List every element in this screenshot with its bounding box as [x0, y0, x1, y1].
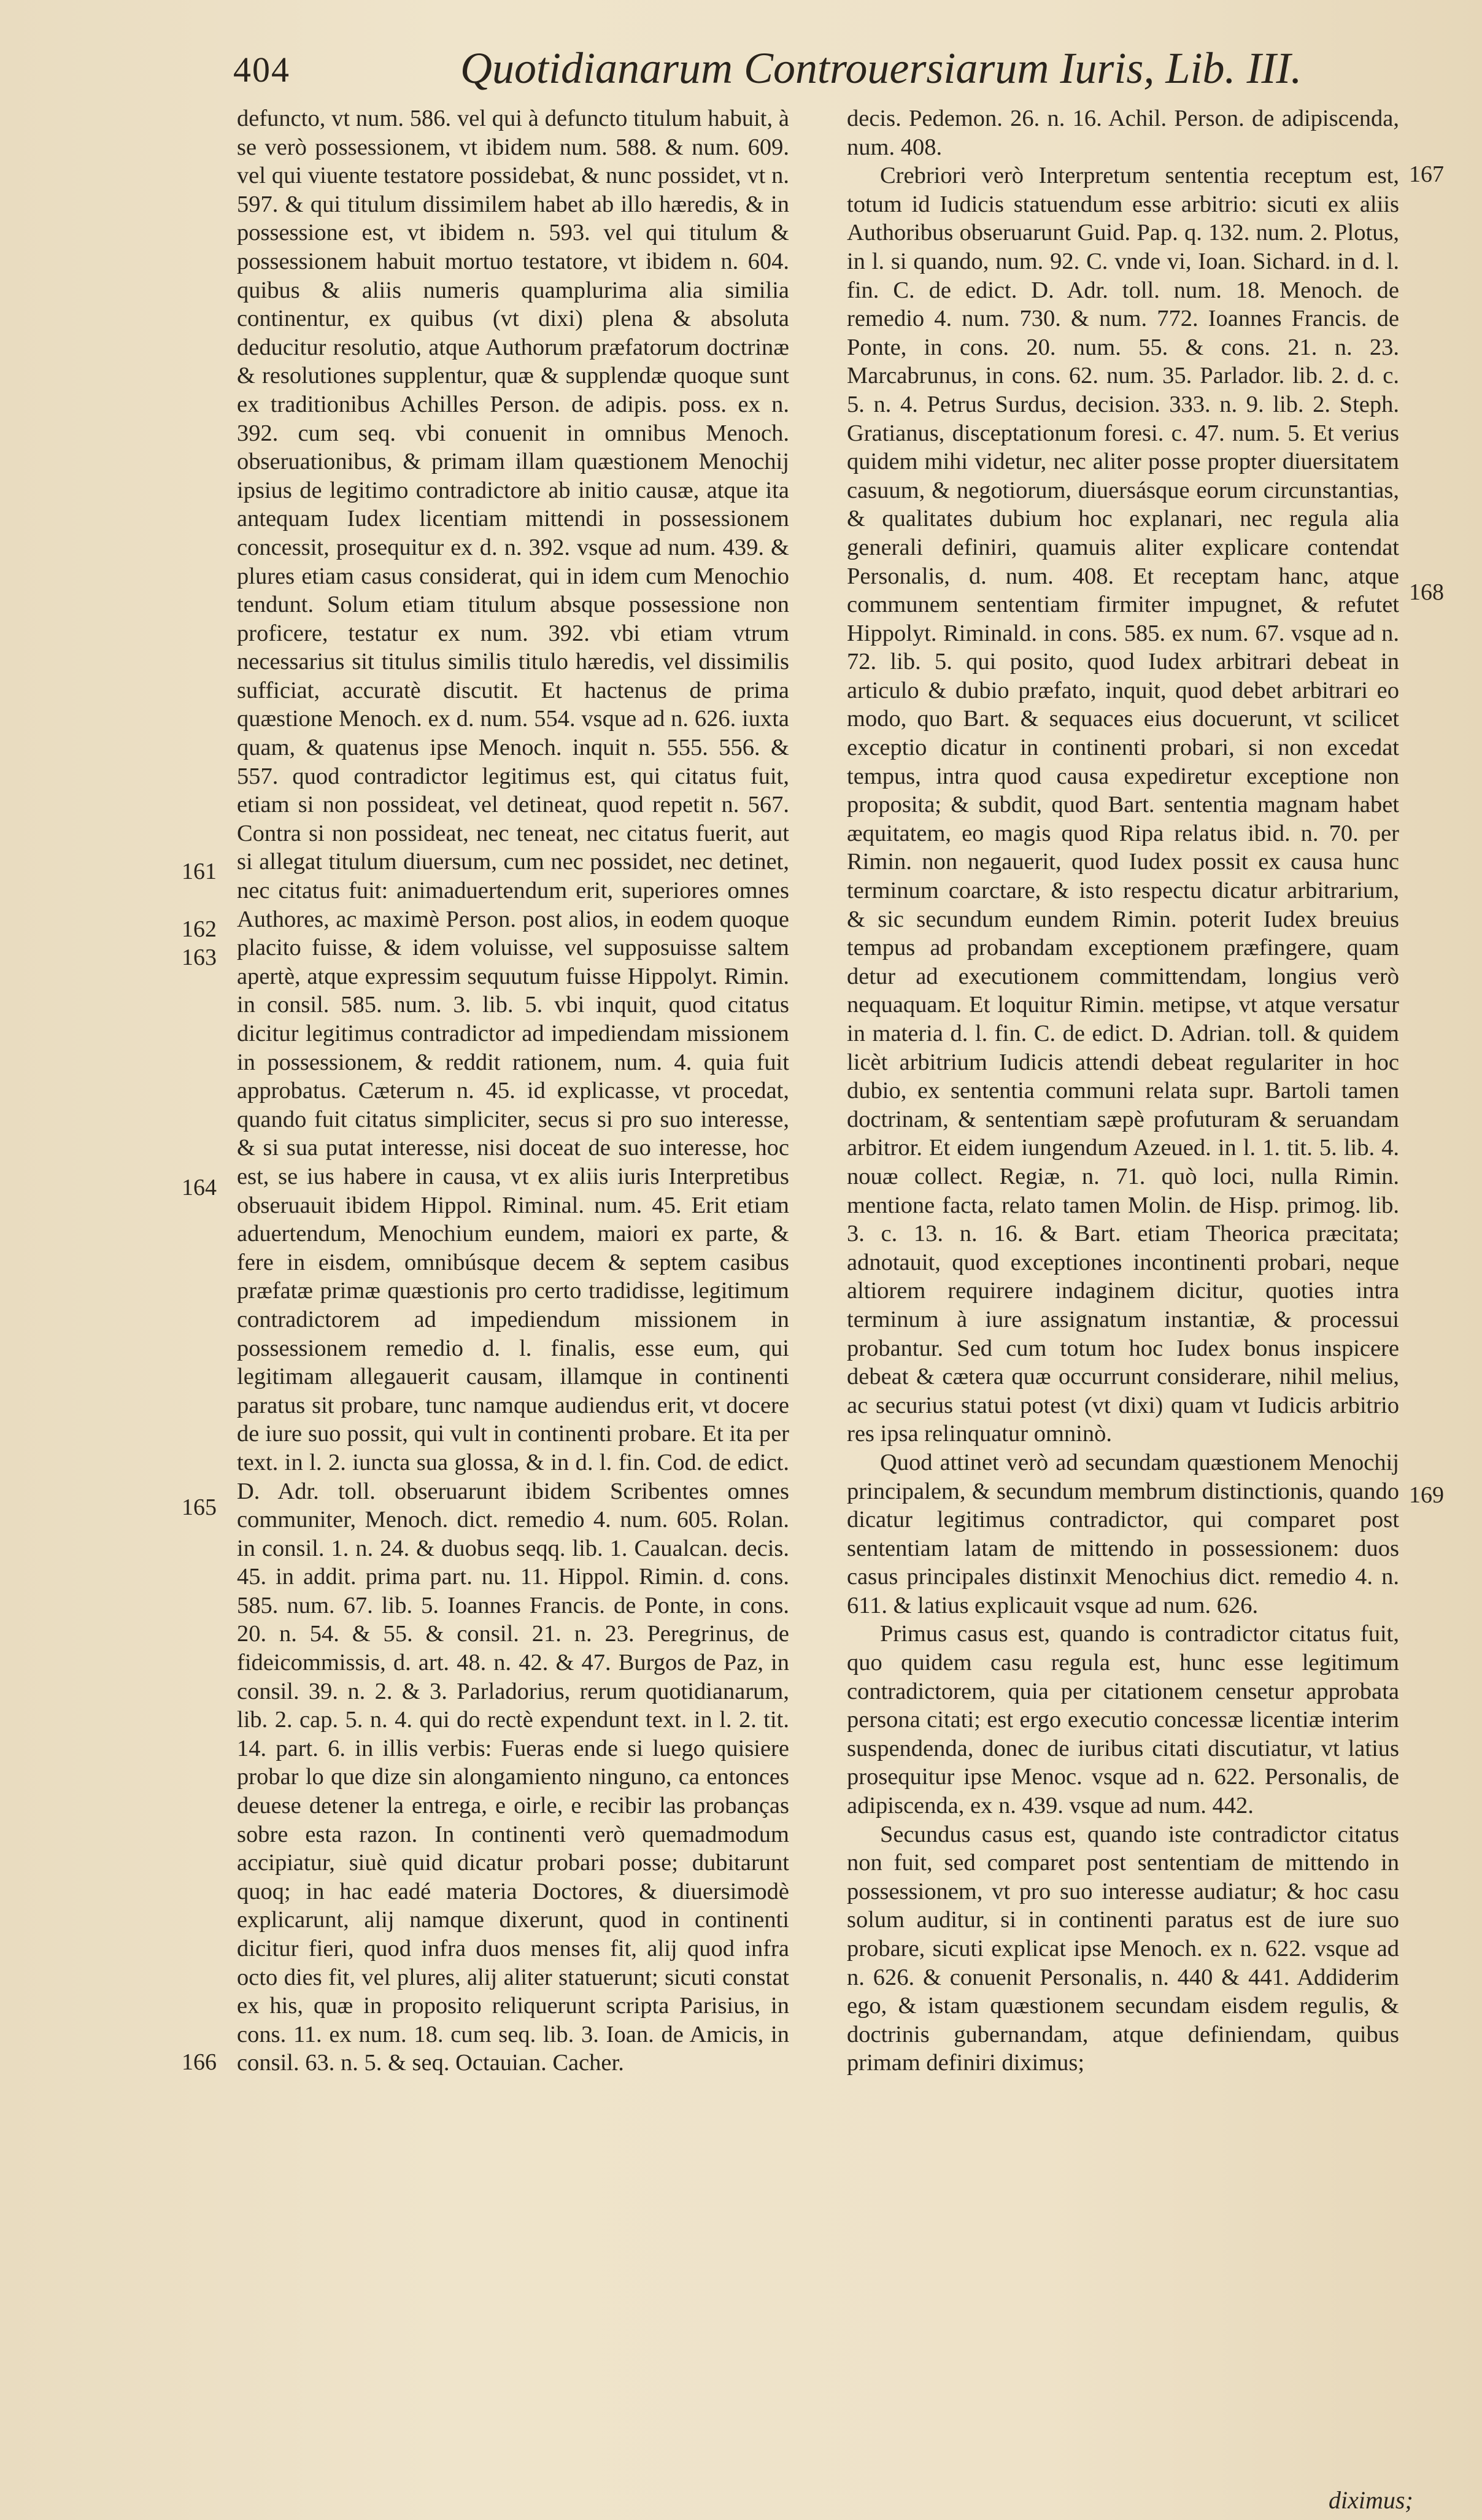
- catchword: diximus;: [1329, 2486, 1413, 2514]
- paragraph: decis. Pedemon. 26. n. 16. Achil. Person. de adipiscenda, num. 408.: [847, 106, 1399, 160]
- paragraph: Primus casus est, quando is contradictor citatus fuit, quo quidem casu regula est, hunc esse legitimum contradictorem, quia per citationem censetur approbata persona citati; est ergo executio concessæ licentiæ interim suspendenda, donec de iuribus citati discutiatur, vt latius prosequitur ipse Menoc. vsque ad n. 622. Personalis, de adipiscenda, ex n. 439. vsque ad num. 442.: [847, 1621, 1399, 1819]
- margin-number: 161: [182, 859, 217, 884]
- margin-number: 167: [1409, 161, 1444, 187]
- left-column: [237, 104, 789, 2498]
- page-header: [233, 37, 1302, 104]
- paragraph: Crebriori verò Interpretum sententia receptum est, totum id Iudicis statuendum esse arbitrio: sicuti ex aliis Authoribus obseruarunt Guid. Pap. q. 132. num. 2. Plotus, in l. si quando, num. 92. C. vnde vi, Ioan. Sichard. in d. l. fin. C. de edict. D. Adr. toll. num. 18. Menoch. de remedio 4. num. 730. & num. 772. Ioannes Francis. de Ponte, in cons. 20. num. 55. & cons. 21. n. 23. Marcabrunus, in cons. 62. num. 35. Parlador. lib. 2. d. c. 5. n. 4. Petrus Surdus, decision. 333. n. 9. lib. 2. Steph. Gratianus, disceptationum foresi. c. 47. num. 5. Et verius quidem mihi videtur, nec aliter posse propter diuersitatem casuum, & negotiorum, diuersásque eorum circunstantias, & qualitates dubium hoc explanari, nec regula alia generali definiri, quamuis aliter explicare contendat Personalis, d. num. 408. Et receptam hanc, atque communem sententiam firmiter impugnet, & refutet Hippolyt. Riminald. in cons. 585. ex num. 67. vsque ad n. 72. lib. 5. qui posito, quod Iudex arbitrari debeat in articulo & dubio præfato, inquit, quod debet arbitrari eo modo, quo Bart. & sequaces eius docuerunt, vt scilicet exceptio dicatur in continenti probari, si non excedat tempus, intra quod causa expediretur exceptione non proposita; & subdit, quod Bart. sententia magnam habet æquitatem, eo magis quod Ripa relatus ibid. n. 70. per Rimin. non negauerit, quod Iudex possit ex causa hunc terminum coarctare, & isto respectu dicatur arbitrarium, & sic secundum eundem Rimin. poterit Iudex breuius tempus ad probandam exceptionem præfingere, quam detur ad executionem committendam, longius verò nequaquam. Et loquitur Rimin. metipse, vt atque versatur in materia d. l. fin. C. de edict. D. Adrian. toll. & quidem licèt arbitrium Iudicis attendi debeat regulariter in hoc dubio, ex sententia communi relata supr. Bartoli tamen doctrinam, & sententiam sæpè profuturam & seruandam arbitror. Et eidem iungendum Azeued. in l. 1. tit. 5. lib. 4. nouæ collect. Regiæ, n. 71. quò loci, nulla Rimin. mentione facta, relato tamen Molin. de Hisp. primog. lib. 3. c. 13. n. 16. & Bart. etiam Theorica præcitata; adnotauit, quod exceptiones incontinenti probari, neque altiorem requirere indaginem dicitur, quoties intra terminum à iure assignatum instantiæ, & processui probantur. Sed cum totum hoc Iudex bonus inspicere debeat & cætera quæ occurrunt considerare, nihil melius, ac securius statui potest (vt dixi) quam vt Iudicis arbitrio res ipsa relinquatur omninò.: [847, 163, 1399, 1447]
- margin-number: 162: [182, 916, 217, 942]
- margin-number: 169: [1409, 1482, 1444, 1508]
- margin-number: 166: [182, 2049, 217, 2075]
- margin-number: 163: [182, 945, 217, 970]
- margin-number: 164: [182, 1175, 217, 1200]
- right-column: [847, 104, 1399, 2498]
- paragraph: Secundus casus est, quando iste contradictor citatus non fuit, sed comparet post sententiam de mittendo in possessionem, vt pro suo interesse audiatur; & hoc casu solum auditur, si in continenti paratus est de iure suo probare, sicuti explicat ipse Menoch. ex n. 622. vsque ad n. 626. & conuenit Personalis, n. 440 & 441. Addiderim ego, & istam quæstionem secundam eisdem regulis, & doctrinis gubernandam, atque definiendam, quibus primam definiri diximus;: [847, 1821, 1399, 2076]
- page-number: 404: [233, 50, 290, 90]
- paragraph: defuncto, vt num. 586. vel qui à defuncto titulum habuit, à se verò possessionem, vt ibidem num. 588. & num. 609. vel qui viuente testatore possidebat, & nunc possidet, vt n. 597. & qui titulum dissimilem habet ab illo hæredis, & in possessione est, vt ibidem n. 593. vel qui titulum & possessionem habuit mortuo testatore, vt ibidem n. 604. quibus & aliis numeris quamplurima alia similia continentur, ex quibus (vt dixi) plena & absoluta deducitur resolutio, atque Authorum præfatorum doctrinæ & resolutiones supplentur, quæ & supplendæ quoque sunt ex traditionibus Achilles Person. de adipis. poss. ex n. 392. cum seq. vbi conuenit in omnibus Menoch. obseruationibus, & primam illam quæstionem Menochij ipsius de legitimo contradictore ab initio causæ, atque ita antequam Iudex licentiam mittendi in possessionem concessit, prosequitur ex d. n. 392. vsque ad num. 439. & plures etiam casus considerat, qui in idem cum Menochio tendunt. Solum etiam titulum absque possessione non proficere, testatur ex num. 392. vbi etiam vtrum necessarius sit titulus similis titulo hæredis, vel dissimilis sufficiat, accuratè discutit. Et hactenus de prima quæstione Menoch. ex d. num. 554. vsque ad n. 626. iuxta quam, & quatenus ipse Menoch. inquit n. 555. 556. & 557. quod contradictor legitimus est, qui citatus fuit, etiam si non possideat, vel detineat, quod repetit n. 567. Contra si non possideat, nec teneat, nec citatus fuerit, aut si allegat titulum diuersum, cum nec possidet, nec detinet, nec citatus fuit: animaduertendum erit, superiores omnes Authores, ac maximè Person. post alios, in eodem quoque placito fuisse, & idem voluisse, vel supposuisse saltem apertè, atque expressim sequutum fuisse Hippolyt. Rimin. in consil. 585. num. 3. lib. 5. vbi inquit, quod citatus dicitur legitimus contradictor ad impediendam missionem in possessionem, & reddit rationem, num. 4. quia fuit approbatus. Cæterum n. 45. id explicasse, vt procedat, quando fuit citatus simpliciter, secus si pro suo interesse, & si sua putat interesse, nisi doceat de suo interesse, hoc est, se ius habere in causa, vt ex aliis iuris Interpretibus obseruauit ibidem Hippol. Riminal. num. 45. Erit etiam aduertendum, Menochium eundem, maiori ex parte, & fere in eisdem, omnibúsque decem & septem casibus præfatæ primæ quæstionis pro certo tradidisse, legitimum contradictorem ad impediendum missionem in possessionem remedio d. l. finalis, esse eum, qui legitimam allegauerit causam, illamque in continenti paratus sit probare, tunc namque audiendus erit, vt docere de iure suo possit, qui vult in continenti probare. Et ita per text. in l. 2. iuncta sua glossa, & in d. l. fin. Cod. de edict. D. Adr. toll. obseruarunt ibidem Scribentes omnes communiter, Menoch. dict. remedio 4. num. 605. Rolan. in consil. 1. n. 24. & duobus seqq. lib. 1. Caualcan. decis. 45. in addit. prima part. nu. 11. Hippol. Rimin. d. cons. 585. num. 67. lib. 5. Ioannes Francis. de Ponte, in cons. 20. n. 54. & 55. & consil. 21. n. 23. Peregrinus, de fideicommissis, d. art. 48. n. 42. & 47. Burgos de Paz, in consil. 39. n. 2. & 3. Parladorius, rerum quotidianarum, lib. 2. cap. 5. n. 4. qui do rectè expendunt text. in l. 2. tit. 14. part. 6. in illis verbis: Fueras ende si luego quisiere probar lo que dize sin alongamiento ninguno, ca entonces deuese detener la entrega, e oirle, e recibir las probanças sobre esta razon. In continenti verò quemadmodum accipiatur, siuè quid dicatur probari posse; dubitarunt quoq; in hac eadé materia Doctores, & diuersimodè explicarunt, alij namque dixerunt, quod in continenti dicitur fieri, quod infra duos menses fit, alij quod infra octo dies fit, vel plures, alij aliter statuerunt; sicuti constat ex his, quæ in proposito reliquerunt scripta Parisius, in cons. 11. ex num. 18. cum seq. lib. 3. Ioan. de Amicis, in consil. 63. n. 5. & seq. Octauian. Cacher.: [237, 106, 789, 2076]
- margin-number: 165: [182, 1494, 217, 1520]
- paragraph: Quod attinet verò ad secundam quæstionem Menochij principalem, & secundum membrum distinctionis, quando dicatur legitimus contradictor, qui comparet post sententiam latam de mittendo in possessionem: duos casus principales distinxit Menochius dict. remedio 4. n. 611. & latius explicauit vsque ad num. 626.: [847, 1449, 1399, 1618]
- margin-number: 168: [1409, 579, 1444, 605]
- running-title: Quotidianarum Controuersiarum Iuris, Lib. III.: [460, 44, 1302, 93]
